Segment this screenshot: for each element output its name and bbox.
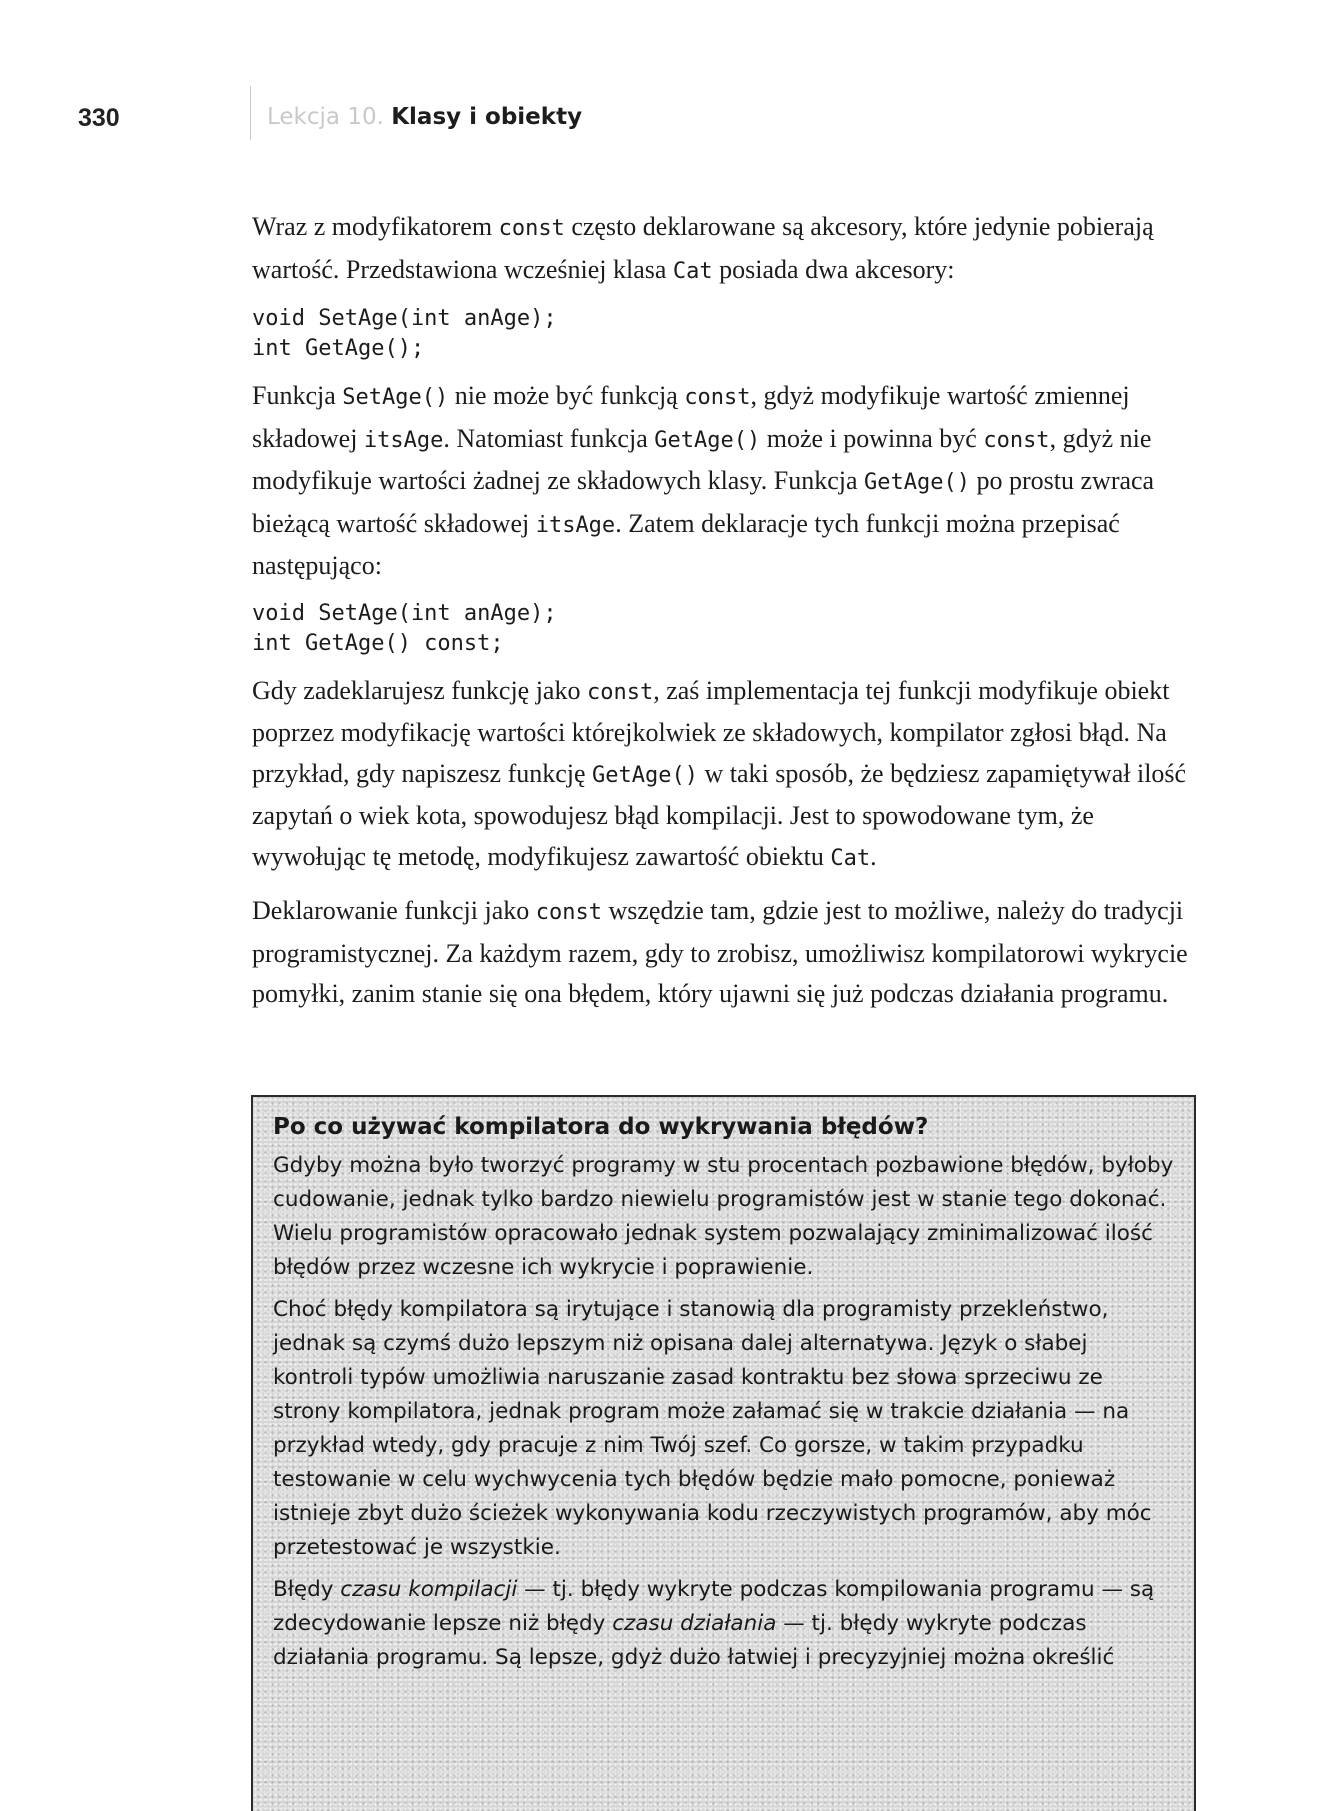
code-block-2: void SetAge(int anAge); int GetAge() const;	[252, 600, 557, 656]
emphasis: czasu kompilacji	[340, 1577, 518, 1602]
text: — tj. błędy wykryte podczas działania programu. Są lepsze, gdyż dużo łatwiej i precyzyjniej można określić	[273, 1611, 1115, 1670]
code-block-1: void SetAge(int anAge); int GetAge();	[252, 306, 557, 361]
running-head	[267, 104, 582, 130]
inline-code: GetAge()	[592, 762, 699, 788]
inline-code: const	[535, 900, 602, 925]
paragraph-1	[252, 207, 1197, 292]
inline-code: Cat	[830, 845, 871, 871]
emphasis: czasu działania	[612, 1611, 777, 1636]
text: — tj. błędy wykryte podczas kompilowania programu — są zdecydowanie lepsze niż błędy	[273, 1577, 1155, 1636]
sidebar-paragraph-1: Gdyby można było tworzyć programy w stu procentach pozbawione błędów, byłoby cudowanie, jednak tylko bardzo niewielu programistów jest w stanie tego dokonać. Wielu programistów opracowało jednak system pozwalający zminimalizować ilość błędów przez wczesne ich wykrycie i poprawienie.	[273, 1153, 1174, 1280]
page-number: 330	[78, 104, 120, 132]
inline-code: const	[684, 385, 751, 410]
text: .	[870, 841, 877, 871]
text: , gdyż modyfikuje wartość zmiennej składowej	[252, 381, 1130, 453]
lesson-label: Lekcja 10.	[267, 104, 384, 130]
sidebar-box	[251, 1095, 1196, 1811]
sidebar-title: Po co używać kompilatora do wykrywania błędów?	[273, 1114, 929, 1140]
inline-code: GetAge()	[864, 470, 970, 495]
body-text	[252, 207, 1197, 1027]
sidebar-paragraph-3	[273, 1573, 1174, 1675]
inline-code: const	[498, 216, 565, 241]
header-divider	[250, 86, 251, 140]
text: Deklarowanie funkcji jako	[252, 896, 536, 925]
text: często deklarowane są akcesory, które jedynie pobierają wartość. Przedstawiona wcześniej klasa	[252, 212, 1154, 284]
inline-code: itsAge	[363, 427, 444, 453]
text: . Zatem deklaracje tych funkcji można przepisać następująco:	[252, 508, 1120, 580]
paragraph-3	[252, 671, 1197, 880]
inline-code: Cat	[672, 258, 713, 284]
text: . Natomiast funkcja	[443, 423, 655, 453]
text: po prostu zwraca bieżącą wartość składowej	[252, 466, 1155, 538]
text: nie może być funkcją	[448, 381, 685, 410]
paragraph-2	[252, 376, 1197, 587]
text: , gdyż nie modyfikuje wartości żadnej ze składowych klasy. Funkcja	[252, 423, 1152, 495]
inline-code: SetAge()	[342, 385, 449, 410]
inline-code: itsAge	[535, 512, 616, 538]
text: w taki sposób, że będziesz zapamiętywał ilość zapytań o wiek kota, spowodujesz błąd kompilacji. Jest to spowodowane tym, że wywołując tę metodę, modyfikujesz zawartość obiektu	[252, 758, 1187, 871]
inline-code: GetAge()	[654, 427, 761, 453]
text: Gdy zadeklarujesz funkcję jako	[252, 675, 587, 705]
text: , zaś implementacja tej funkcji modyfikuje obiekt poprzez modyfikację wartości którejkolwiek ze składowych, kompilator zgłosi błąd. Na przykład, gdy napiszesz funkcję	[252, 675, 1170, 788]
inline-code: const	[983, 427, 1050, 453]
chapter-title: Klasy i obiekty	[391, 104, 583, 130]
text: Funkcja	[252, 381, 343, 410]
text: Błędy	[273, 1577, 341, 1602]
sidebar-paragraph-2: Choć błędy kompilatora są irytujące i stanowią dla programisty przekleństwo, jednak są czymś dużo lepszym niż opisana dalej alternatywa. Język o słabej kontroli typów umożliwia naruszanie zasad kontraktu bez słowa sprzeciwu ze strony kompilatora, jednak program może załamać się w trakcie działania — na przykład wtedy, gdy pracuje z nim Twój szef. Co gorsze, w takim przypadku testowanie w celu wychwycenia tych błędów będzie mało pomocne, ponieważ istnieje zbyt dużo ścieżek wykonywania kodu rzeczywistych programów, aby móc przetestować je wszystkie.	[273, 1297, 1152, 1560]
inline-code: const	[586, 679, 654, 705]
paragraph-4	[252, 891, 1197, 1015]
text: Wraz z modyfikatorem	[252, 212, 499, 241]
text: wszędzie tam, gdzie jest to możliwe, należy do tradycji programistycznej. Za każdym razem, gdy to zrobisz, umożliwisz kompilatorowi wykrycie pomyłki, zanim stanie się ona błędem, który ujawni się już podczas działania programu.	[252, 896, 1188, 1008]
text: może i powinna być	[760, 423, 984, 453]
page-header	[78, 98, 1178, 138]
text: posiada dwa akcesory:	[712, 254, 955, 284]
